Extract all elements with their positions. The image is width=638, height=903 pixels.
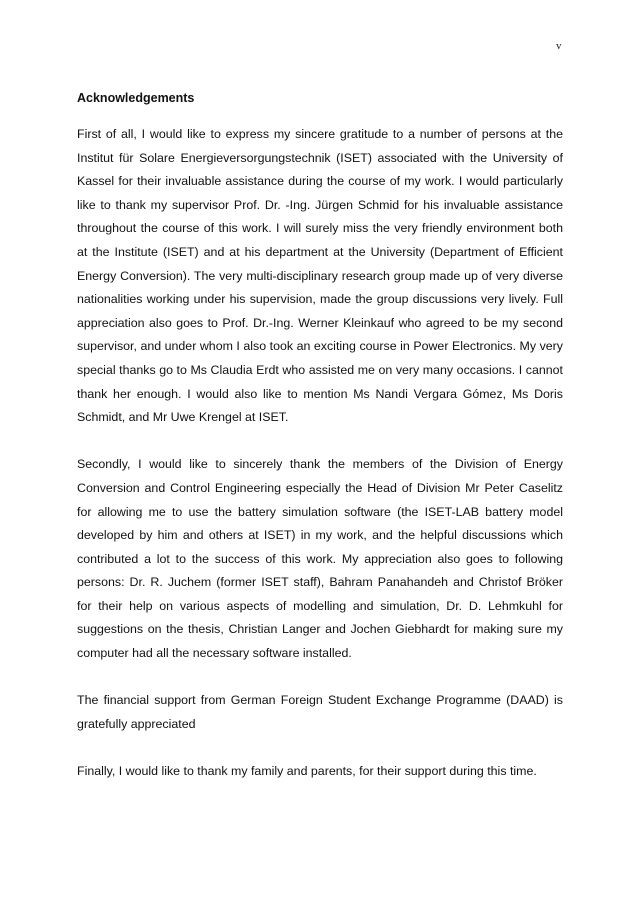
page-title: Acknowledgements bbox=[77, 91, 195, 105]
paragraph-intro-thanks: First of all, I would like to express my sincere gratitude to a number of persons at the Institut für Solare Energieversorgungstechnik (ISET) associated with the University of Kassel for their invaluable assistance during the course of my work. I would particularly like to thank my supervisor Prof. Dr. -Ing. Jürgen Schmid for his invaluable assistance throughout the course of this work. I will surely miss the very friendly environment both at the Institute (ISET) and at his department at the University (Department of Efficient Energy Conversion). The very multi-disciplinary research group made up of very diverse nationalities working under his supervision, made the group discussions very lively. Full appreciation also goes to Prof. Dr.-Ing. Werner Kleinkauf who agreed to be my second supervisor, and under whom I also took an exciting course in Power Electronics. My very special thanks go to Ms Claudia Erdt who assisted me on very many occasions. I cannot thank her enough. I would also like to mention Ms Nandi Vergara Gómez, Ms Doris Schmidt, and Mr Uwe Krengel at ISET. bbox=[77, 127, 563, 425]
paragraph-division-thanks: Secondly, I would like to sincerely thank the members of the Division of Energy Conversion and Control Engineering especially the Head of Division Mr Peter Caselitz for allowing me to use the battery simulation software (the ISET-LAB battery model developed by him and others at ISET) in my work, and the helpful discussions which contributed a lot to the success of this work. My appreciation also goes to following persons: Dr. R. Juchem (former ISET staff), Bahram Panahandeh and Christof Bröker for their help on various aspects of modelling and simulation, Dr. D. Lehmkuhl for suggestions on the thesis, Christian Langer and Jochen Giebhardt for making sure my computer had all the necessary software installed. bbox=[77, 457, 563, 661]
body-text bbox=[77, 123, 563, 784]
paragraph-family-thanks: Finally, I would like to thank my family and parents, for their support during this time. bbox=[77, 764, 537, 779]
paragraph-financial-support: The financial support from German Foreign Student Exchange Programme (DAAD) is gratefully appreciated bbox=[77, 693, 563, 731]
page-number: v bbox=[556, 40, 562, 52]
